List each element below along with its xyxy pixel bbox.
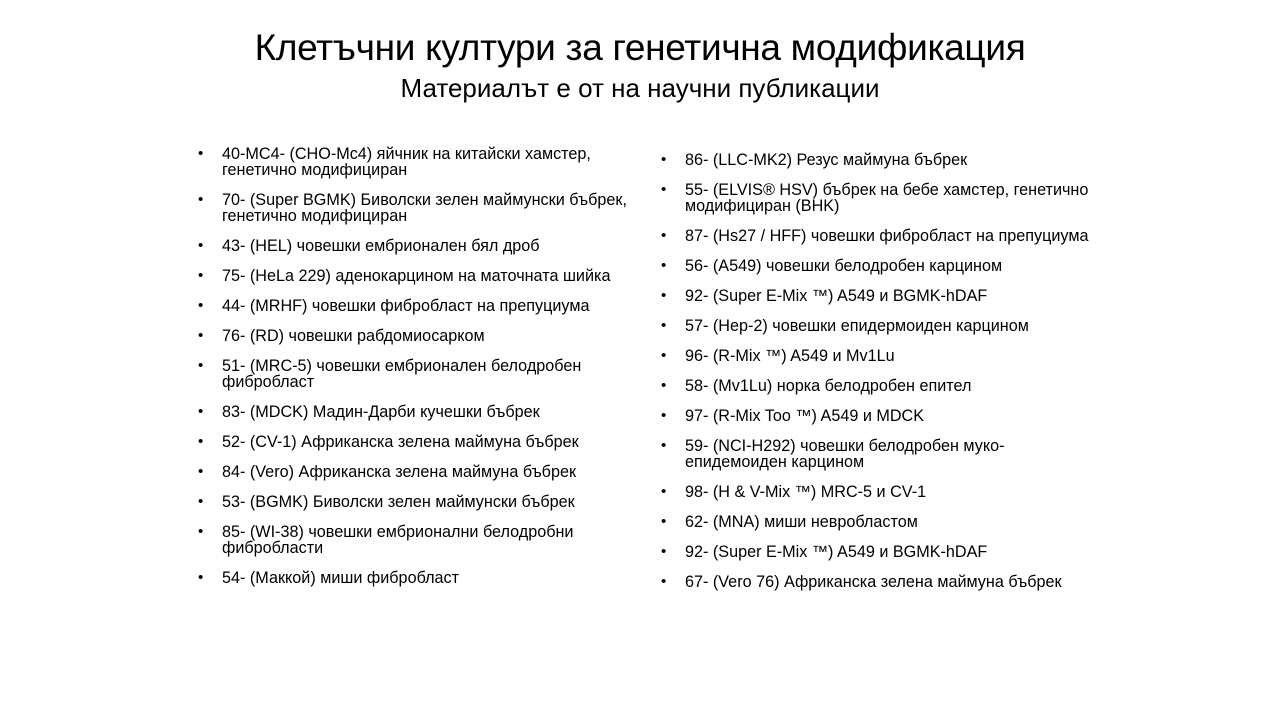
list-item: • 87- (Hs27 / HFF) човешки фибробласт на препуциума <box>661 228 1101 244</box>
list-item: • 52- (CV-1) Африканска зелена маймуна бъбрек <box>198 434 638 450</box>
list-item: • 83- (MDCK) Мадин-Дарби кучешки бъбрек <box>198 404 638 420</box>
list-item: • 53- (BGMK) Биволски зелен маймунски бъбрек <box>198 494 638 510</box>
list-item: • 85- (WI-38) човешки ембрионални белодробни фибробласти <box>198 524 638 556</box>
list-item: • 84- (Vero) Африканска зелена маймуна бъбрек <box>198 464 638 480</box>
list-item: • 76- (RD) човешки рабдомиосарком <box>198 328 638 344</box>
list-item: • 40-MC4- (CHO-Mc4) яйчник на китайски хамстер, генетично модифициран <box>198 146 638 178</box>
slide-title: Клетъчни култури за генетична модификация <box>254 27 1026 68</box>
list-item: • 86- (LLC-MK2) Резус маймуна бъбрек <box>661 152 1101 168</box>
list-item: • 43- (HEL) човешки ембрионален бял дроб <box>198 238 638 254</box>
list-item: • 67- (Vero 76) Африканска зелена маймуна бъбрек <box>661 574 1101 590</box>
list-item: • 55- (ELVIS® HSV) бъбрек на бебе хамстер, генетично модифициран (BHK) <box>661 182 1101 214</box>
list-item: • 92- (Super E-Mix ™) A549 и BGMK-hDAF <box>661 544 1101 560</box>
list-item: • 92- (Super E-Mix ™) A549 и BGMK-hDAF <box>661 288 1101 304</box>
list-item: • 51- (MRC-5) човешки ембрионален белодробен фибробласт <box>198 358 638 390</box>
list-item: • 58- (Mv1Lu) норка белодробен епител <box>661 378 1101 394</box>
list-item: • 98- (H & V-Mix ™) MRC-5 и CV-1 <box>661 484 1101 500</box>
list-item: • 44- (MRHF) човешки фибробласт на препуциума <box>198 298 638 314</box>
list-item: • 70- (Super BGMK) Биволски зелен маймунски бъбрек, генетично модифициран <box>198 192 638 224</box>
list-item: • 62- (MNA) миши невробластом <box>661 514 1101 530</box>
list-item: • 97- (R-Mix Too ™) A549 и MDCK <box>661 408 1101 424</box>
list-item: • 57- (Hep-2) човешки епидермоиден карцином <box>661 318 1101 334</box>
list-item: • 59- (NCI-H292) човешки белодробен муко-епидемоиден карцином <box>661 438 1101 470</box>
list-item: • 75- (HeLa 229) аденокарцином на маточната шийка <box>198 268 638 284</box>
right-bullet-list <box>661 152 1101 604</box>
left-bullet-list <box>198 146 638 600</box>
slide-subtitle: Материалът е от на научни публикации <box>400 73 880 103</box>
list-item: • 54- (Маккой) миши фибробласт <box>198 570 638 586</box>
list-item: • 56- (A549) човешки белодробен карцином <box>661 258 1101 274</box>
list-item: • 96- (R-Mix ™) A549 и Mv1Lu <box>661 348 1101 364</box>
